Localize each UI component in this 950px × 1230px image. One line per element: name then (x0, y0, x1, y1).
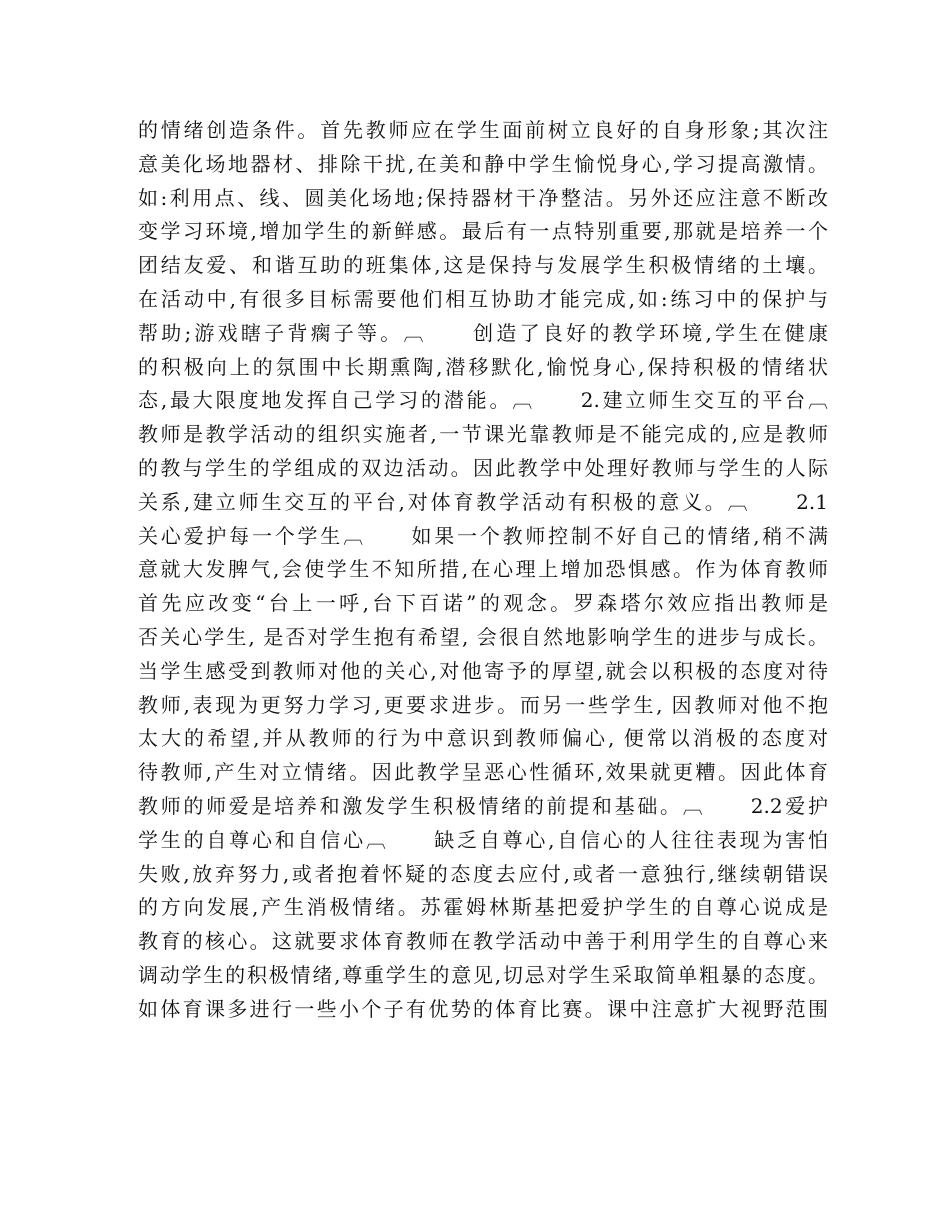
text-line: 在活动中,有很多目标需要他们相互协助才能完成,如:练习中的保护与 (138, 286, 828, 311)
text-line: 太大的希望,并从教师的行为中意识到教师偏心, 便常以消极的态度对 (138, 726, 828, 751)
text-line: 意美化场地器材、排除干扰,在美和静中学生愉悦身心,学习提高激情。 (138, 151, 828, 176)
text-line: 教师是教学活动的组织实施者,一节课光靠教师是不能完成的,应是教师 (138, 422, 828, 447)
text-line: 当学生感受到教师对他的关心,对他寄予的厚望,就会以积极的态度对待 (138, 658, 828, 683)
text-line: 关系,建立师生交互的平台,对体育教学活动有积极的意义。︹ 2.1 (138, 489, 828, 514)
text-line: 教育的核心。这就要求体育教师在教学活动中善于利用学生的自尊心来 (138, 929, 828, 954)
text-line: 关心爱护每一个学生︹ 如果一个教师控制不好自己的情绪,稍不满 (138, 523, 828, 548)
text-line: 学生的自尊心和自信心︹ 缺乏自尊心,自信心的人往往表现为害怕 (138, 827, 828, 852)
text-line: 的方向发展,产生消极情绪。苏霍姆林斯基把爱护学生的自尊心说成是 (138, 895, 828, 920)
text-line: 的教与学生的学组成的双边活动。因此教学中处理好教师与学生的人际 (138, 455, 828, 480)
text-line: 待教师,产生对立情绪。因此教学呈恶心性循环,效果就更糟。因此体育 (138, 760, 828, 785)
text-line: 如体育课多进行一些小个子有优势的体育比赛。课中注意扩大视野范围 (138, 996, 828, 1021)
text-line: 态,最大限度地发挥自己学习的潜能。︹ 2.建立师生交互的平台︹ (138, 388, 828, 413)
body-text (138, 114, 828, 1027)
text-line: 如:利用点、线、圆美化场地;保持器材干净整洁。另外还应注意不断改 (138, 185, 828, 210)
text-line: 意就大发脾气,会使学生不知所措,在心理上增加恐惧感。作为体育教师 (138, 557, 828, 582)
text-line: 的情绪创造条件。首先教师应在学生面前树立良好的自身形象;其次注 (138, 118, 828, 142)
text-line: 首先应改变“台上一呼,台下百诺”的观念。罗森塔尔效应指出教师是 (138, 591, 828, 616)
text-line: 团结友爱、和谐互助的班集体,这是保持与发展学生积极情绪的土壤。 (138, 253, 828, 278)
text-line: 的积极向上的氛围中长期熏陶,潜移默化,愉悦身心,保持积极的情绪状 (138, 354, 828, 379)
text-line: 失败,放弃努力,或者抱着怀疑的态度去应付,或者一意独行,继续朝错误 (138, 861, 828, 886)
text-line: 调动学生的积极情绪,尊重学生的意见,切忌对学生采取简单粗暴的态度。 (138, 962, 828, 987)
text-line: 否关心学生, 是否对学生抱有希望, 会很自然地影响学生的进步与成长。 (138, 624, 828, 649)
text-line: 教师,表现为更努力学习,更要求进步。而另一些学生, 因教师对他不抱 (138, 692, 828, 717)
text-line: 教师的师爱是培养和激发学生积极情绪的前提和基础。︹ 2.2爱护 (138, 793, 828, 818)
text-line: 帮助;游戏瞎子背瘸子等。︹ 创造了良好的教学环境,学生在健康 (138, 320, 828, 345)
text-line: 变学习环境,增加学生的新鲜感。最后有一点特别重要,那就是培养一个 (138, 219, 828, 244)
